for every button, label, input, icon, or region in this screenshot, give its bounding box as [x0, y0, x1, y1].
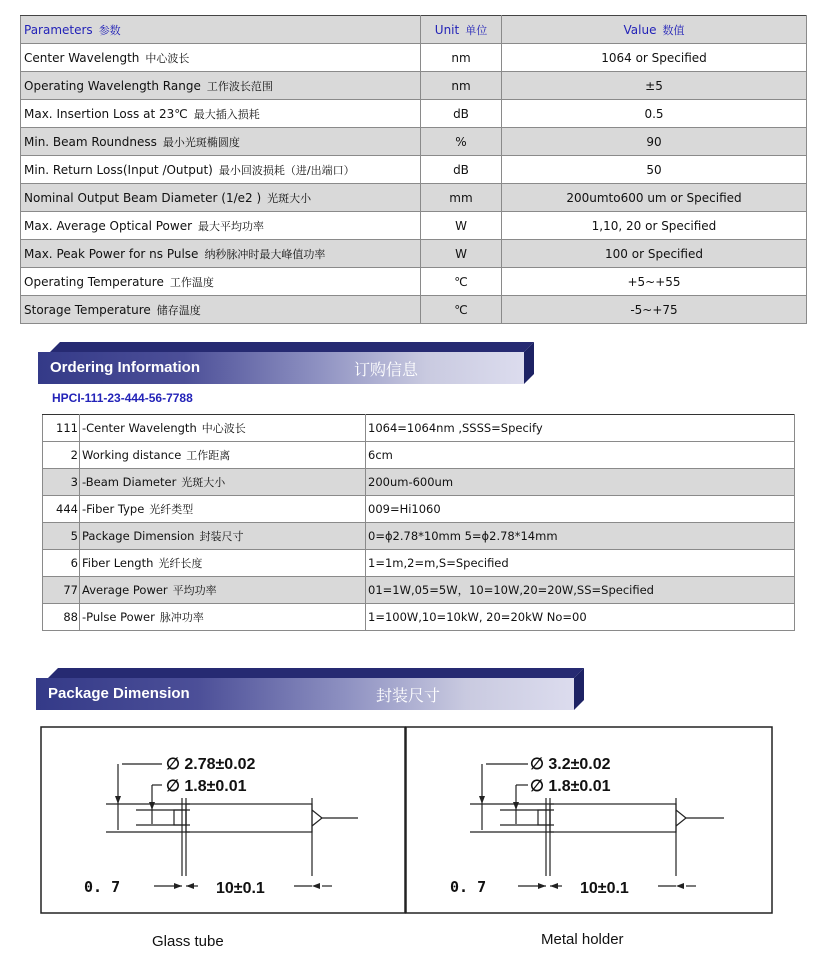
length-label: 10±0.1	[580, 880, 629, 897]
package-banner-title-zh: 封装尺寸	[376, 686, 441, 705]
param-row	[21, 212, 807, 240]
param-name-zh: 储存温度	[156, 303, 201, 317]
ordering-options: 01=1W,05=5W，10=10W,20=20W,SS=Specified	[366, 577, 795, 604]
lens-tip	[676, 810, 686, 826]
ordering-options: 1064=1064nm ,SSSS=Specify	[366, 415, 795, 442]
ordering-row	[43, 577, 795, 604]
param-name-en: Min. Return Loss(Input /Output)	[24, 162, 213, 177]
param-value: ±5	[502, 72, 807, 100]
ordering-item-zh: 光斑大小	[181, 476, 226, 489]
ordering-options: 1=100W,10=10kW, 20=20kW No=00	[366, 604, 795, 631]
param-name-en: Min. Beam Roundness	[24, 134, 157, 149]
param-name-en: Operating Temperature	[24, 274, 164, 289]
ordering-item-en: -Center Wavelength	[82, 421, 197, 435]
ordering-options: 6cm	[366, 442, 795, 469]
param-row	[21, 296, 807, 324]
param-value: 1064 or Specified	[502, 44, 807, 72]
param-name	[21, 72, 421, 100]
param-name-zh: 最小光斑椭圆度	[162, 135, 240, 149]
ordering-item-en: Average Power	[82, 583, 168, 597]
param-name-en: Max. Insertion Loss at 23℃	[24, 106, 188, 121]
parameters-table	[20, 15, 807, 324]
param-name	[21, 184, 421, 212]
ordering-row	[43, 604, 795, 631]
ordering-item-en: Working distance	[82, 448, 182, 462]
fiber-ferrule	[538, 810, 550, 825]
ordering-row	[43, 415, 795, 442]
ordering-item-en: -Pulse Power	[82, 610, 155, 624]
ordering-code: 77	[43, 577, 80, 604]
offset-label: 0. 7	[84, 878, 121, 896]
ordering-code: 444	[43, 496, 80, 523]
param-name-zh: 中心波长	[145, 51, 190, 65]
param-name	[21, 44, 421, 72]
ordering-item	[80, 442, 366, 469]
param-unit: W	[421, 212, 502, 240]
lens-tip	[312, 810, 322, 826]
param-name-en: Max. Peak Power for ns Pulse	[24, 246, 199, 261]
ordering-row	[43, 523, 795, 550]
param-name-en: Nominal Output Beam Diameter (1/e2 )	[24, 190, 262, 205]
ordering-table	[42, 414, 795, 631]
ordering-code: 2	[43, 442, 80, 469]
ordering-item	[80, 415, 366, 442]
header-value	[502, 16, 807, 44]
header-parameters	[21, 16, 421, 44]
ordering-options: 0=ϕ2.78*10mm 5=ϕ2.78*14mm	[366, 523, 795, 550]
param-name-zh: 最大插入损耗	[193, 107, 260, 121]
param-name-en: Storage Temperature	[24, 302, 151, 317]
length-label: 10±0.1	[216, 880, 265, 897]
param-name-en: Operating Wavelength Range	[24, 78, 201, 93]
ordering-item	[80, 523, 366, 550]
ordering-item-en: -Beam Diameter	[82, 475, 177, 489]
outer-diameter-label: ∅ 3.2±0.02	[530, 756, 611, 773]
param-unit: nm	[421, 72, 502, 100]
param-unit: dB	[421, 100, 502, 128]
package-banner	[36, 668, 584, 712]
ordering-code: 88	[43, 604, 80, 631]
header-unit	[421, 16, 502, 44]
param-name	[21, 156, 421, 184]
metal-holder-caption: Metal holder	[541, 931, 624, 948]
param-name	[21, 240, 421, 268]
banner-top-bevel	[48, 668, 584, 678]
param-row	[21, 156, 807, 184]
ordering-item-zh: 工作距离	[186, 449, 231, 462]
param-unit: nm	[421, 44, 502, 72]
ordering-code: 6	[43, 550, 80, 577]
metal-holder-body	[550, 804, 676, 832]
param-value: 90	[502, 128, 807, 156]
header-parameters-zh: 参数	[98, 23, 121, 37]
param-name	[21, 296, 421, 324]
ordering-row	[43, 469, 795, 496]
param-name-en: Center Wavelength	[24, 50, 140, 65]
param-name-zh: 工作波长范围	[206, 79, 273, 93]
param-value: -5~+75	[502, 296, 807, 324]
ordering-item	[80, 577, 366, 604]
ordering-code: 3	[43, 469, 80, 496]
ordering-item	[80, 550, 366, 577]
dimension-drawings	[40, 726, 774, 916]
ordering-options: 1=1m,2=m,S=Specified	[366, 550, 795, 577]
ordering-item-en: Fiber Length	[82, 556, 154, 570]
package-banner-title-en: Package Dimension	[48, 685, 190, 702]
header-parameters-en: Parameters	[24, 22, 93, 37]
ordering-options: 009=Hi1060	[366, 496, 795, 523]
param-unit: dB	[421, 156, 502, 184]
offset-label: 0. 7	[450, 878, 487, 896]
ordering-item	[80, 496, 366, 523]
param-name-zh: 光斑大小	[267, 191, 312, 205]
ordering-item-zh: 光纤长度	[158, 557, 203, 570]
param-row	[21, 240, 807, 268]
header-value-en: Value	[623, 22, 657, 37]
param-name	[21, 100, 421, 128]
ordering-code: 111	[43, 415, 80, 442]
header-value-zh: 数值	[662, 23, 685, 37]
glass-tube-caption: Glass tube	[152, 933, 224, 950]
param-row	[21, 72, 807, 100]
param-row	[21, 128, 807, 156]
param-row	[21, 184, 807, 212]
param-name	[21, 212, 421, 240]
param-unit: W	[421, 240, 502, 268]
ordering-row	[43, 496, 795, 523]
ordering-item	[80, 604, 366, 631]
param-name-zh: 最小回波损耗（进/出端口）	[218, 163, 355, 177]
ordering-item-zh: 光纤类型	[149, 503, 194, 516]
ordering-item	[80, 469, 366, 496]
model-code: HPCI-111-23-444-56-7788	[52, 391, 193, 405]
ordering-banner-title-zh: 订购信息	[354, 360, 419, 379]
ordering-options: 200um-600um	[366, 469, 795, 496]
param-value: 100 or Specified	[502, 240, 807, 268]
header-unit-zh: 单位	[465, 23, 488, 37]
param-row	[21, 268, 807, 296]
glass-tube-body	[186, 804, 312, 832]
ordering-row	[43, 550, 795, 577]
inner-diameter-label: ∅ 1.8±0.01	[166, 778, 247, 795]
param-name-zh: 工作温度	[169, 275, 214, 289]
param-value: 200umto600 um or Specified	[502, 184, 807, 212]
ordering-item-en: Package Dimension	[82, 529, 195, 543]
param-row	[21, 100, 807, 128]
header-unit-en: Unit	[434, 22, 460, 37]
param-name	[21, 268, 421, 296]
param-value: 1,10, 20 or Specified	[502, 212, 807, 240]
param-unit: %	[421, 128, 502, 156]
ordering-item-zh: 中心波长	[201, 422, 246, 435]
ordering-item-zh: 脉冲功率	[159, 611, 204, 624]
param-name-zh: 最大平均功率	[198, 219, 265, 233]
param-value: +5~+55	[502, 268, 807, 296]
param-value: 50	[502, 156, 807, 184]
ordering-item-en: -Fiber Type	[82, 502, 145, 516]
ordering-banner-title-en: Ordering Information	[50, 359, 200, 376]
param-unit: ℃	[421, 296, 502, 324]
param-name-en: Max. Average Optical Power	[24, 218, 193, 233]
ordering-row	[43, 442, 795, 469]
outer-diameter-label: ∅ 2.78±0.02	[166, 756, 256, 773]
inner-diameter-label: ∅ 1.8±0.01	[530, 778, 611, 795]
fiber-ferrule	[174, 810, 186, 825]
ordering-code: 5	[43, 523, 80, 550]
parameters-header-row	[21, 16, 807, 44]
param-name-zh: 纳秒脉冲时最大峰值功率	[204, 247, 326, 261]
ordering-banner	[38, 342, 534, 386]
param-value: 0.5	[502, 100, 807, 128]
param-unit: ℃	[421, 268, 502, 296]
param-row	[21, 44, 807, 72]
ordering-item-zh: 封装尺寸	[199, 530, 244, 543]
ordering-item-zh: 平均功率	[172, 584, 217, 597]
param-unit: mm	[421, 184, 502, 212]
param-name	[21, 128, 421, 156]
banner-top-bevel	[50, 342, 534, 352]
